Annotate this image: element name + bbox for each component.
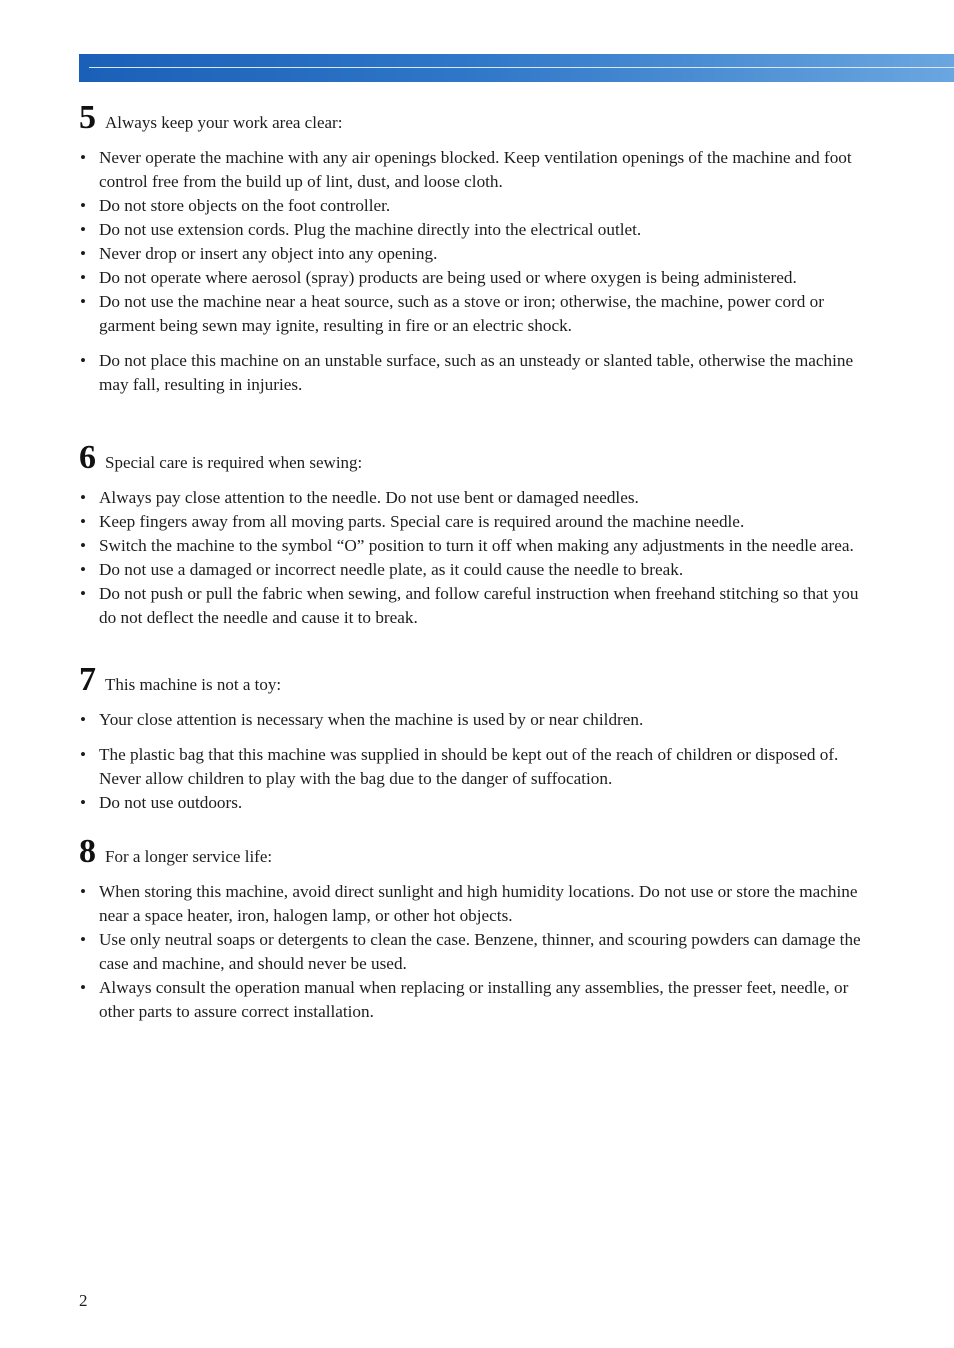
header-band	[79, 54, 954, 82]
section-7	[79, 662, 874, 815]
bullet-icon: •	[80, 930, 87, 949]
list-item	[79, 486, 874, 510]
bullet-icon: •	[80, 560, 87, 579]
list-item-text: Always pay close attention to the needle. Do not use bent or damaged needles.	[99, 488, 639, 507]
section-heading	[79, 100, 874, 136]
section-title: Always keep your work area clear:	[105, 113, 343, 132]
list-item-text: Never operate the machine with any air openings blocked. Keep ventilation openings of the machine and foot control free from the build up of lint, dust, and loose cloth.	[99, 148, 852, 191]
section-heading	[79, 834, 874, 870]
bullet-icon: •	[80, 488, 87, 507]
list-item-text: Use only neutral soaps or detergents to clean the case. Benzene, thinner, and scouring powders can damage the case and machine, and should never be used.	[99, 930, 861, 973]
bullet-icon: •	[80, 793, 87, 812]
bullet-icon: •	[80, 196, 87, 215]
list-item	[79, 976, 874, 1024]
list-item-text: Keep fingers away from all moving parts. Special care is required around the machine needle.	[99, 512, 745, 531]
list-item	[79, 928, 874, 976]
bullet-list	[79, 486, 874, 630]
header-rule	[89, 67, 954, 68]
page-number: 2	[79, 1291, 88, 1310]
bullet-icon: •	[80, 244, 87, 263]
list-item	[79, 194, 874, 218]
list-item-text: The plastic bag that this machine was supplied in should be kept out of the reach of children or disposed of. Never allow children to play with the bag due to the danger of suffocation.	[99, 745, 839, 788]
bullet-icon: •	[80, 268, 87, 287]
section-heading	[79, 662, 874, 698]
list-item-text: Do not operate where aerosol (spray) products are being used or where oxygen is being administered.	[99, 268, 797, 287]
list-item-text: Do not use extension cords. Plug the machine directly into the electrical outlet.	[99, 220, 642, 239]
list-item-text: Your close attention is necessary when the machine is used by or near children.	[99, 710, 644, 729]
section-title: Special care is required when sewing:	[105, 453, 363, 472]
list-item-text: Do not use outdoors.	[99, 793, 243, 812]
bullet-icon: •	[80, 220, 87, 239]
list-item	[79, 791, 874, 815]
section-title: For a longer service life:	[105, 847, 273, 866]
list-item	[79, 743, 874, 791]
bullet-list	[79, 880, 874, 1024]
list-item-text: Do not use a damaged or incorrect needle plate, as it could cause the needle to break.	[99, 560, 684, 579]
bullet-icon: •	[80, 536, 87, 555]
section-6	[79, 440, 874, 630]
section-heading	[79, 440, 874, 476]
bullet-icon: •	[80, 584, 87, 603]
section-number: 5	[79, 99, 96, 136]
bullet-icon: •	[80, 292, 87, 311]
list-item-text: Switch the machine to the symbol “O” position to turn it off when making any adjustments in the needle area.	[99, 536, 854, 555]
list-item	[79, 708, 874, 732]
section-8	[79, 834, 874, 1024]
bullet-icon: •	[80, 512, 87, 531]
list-item-text: Do not use the machine near a heat source, such as a stove or iron; otherwise, the machine, power cord or garment being sewn may ignite, resulting in fire or an electric shock.	[99, 292, 824, 335]
list-item	[79, 558, 874, 582]
list-item	[79, 880, 874, 928]
section-5	[79, 100, 874, 397]
section-title: This machine is not a toy:	[105, 675, 282, 694]
list-item	[79, 534, 874, 558]
bullet-icon: •	[80, 978, 87, 997]
bullet-icon: •	[80, 710, 87, 729]
section-number: 6	[79, 439, 96, 476]
list-item-text: Do not store objects on the foot controller.	[99, 196, 391, 215]
bullet-icon: •	[80, 882, 87, 901]
list-item-text: Always consult the operation manual when replacing or installing any assemblies, the presser feet, needle, or other parts to assure correct installation.	[99, 978, 849, 1021]
list-item	[79, 242, 874, 266]
list-item	[79, 290, 874, 338]
list-item	[79, 510, 874, 534]
bullet-list	[79, 146, 874, 397]
list-item	[79, 266, 874, 290]
bullet-icon: •	[80, 351, 87, 370]
list-item-text: Do not place this machine on an unstable surface, such as an unsteady or slanted table, otherwise the machine may fall, resulting in injuries.	[99, 351, 854, 394]
list-item-text: When storing this machine, avoid direct sunlight and high humidity locations. Do not use or store the machine near a space heater, iron, halogen lamp, or other hot objects.	[99, 882, 858, 925]
list-item-text: Never drop or insert any object into any opening.	[99, 244, 438, 263]
list-item	[79, 582, 874, 630]
bullet-list	[79, 708, 874, 815]
list-item	[79, 218, 874, 242]
section-number: 8	[79, 833, 96, 870]
bullet-icon: •	[80, 745, 87, 764]
list-item	[79, 146, 874, 194]
section-number: 7	[79, 661, 96, 698]
list-item	[79, 349, 874, 397]
list-item-text: Do not push or pull the fabric when sewing, and follow careful instruction when freehand stitching so that you do not deflect the needle and cause it to break.	[99, 584, 859, 627]
bullet-icon: •	[80, 148, 87, 167]
